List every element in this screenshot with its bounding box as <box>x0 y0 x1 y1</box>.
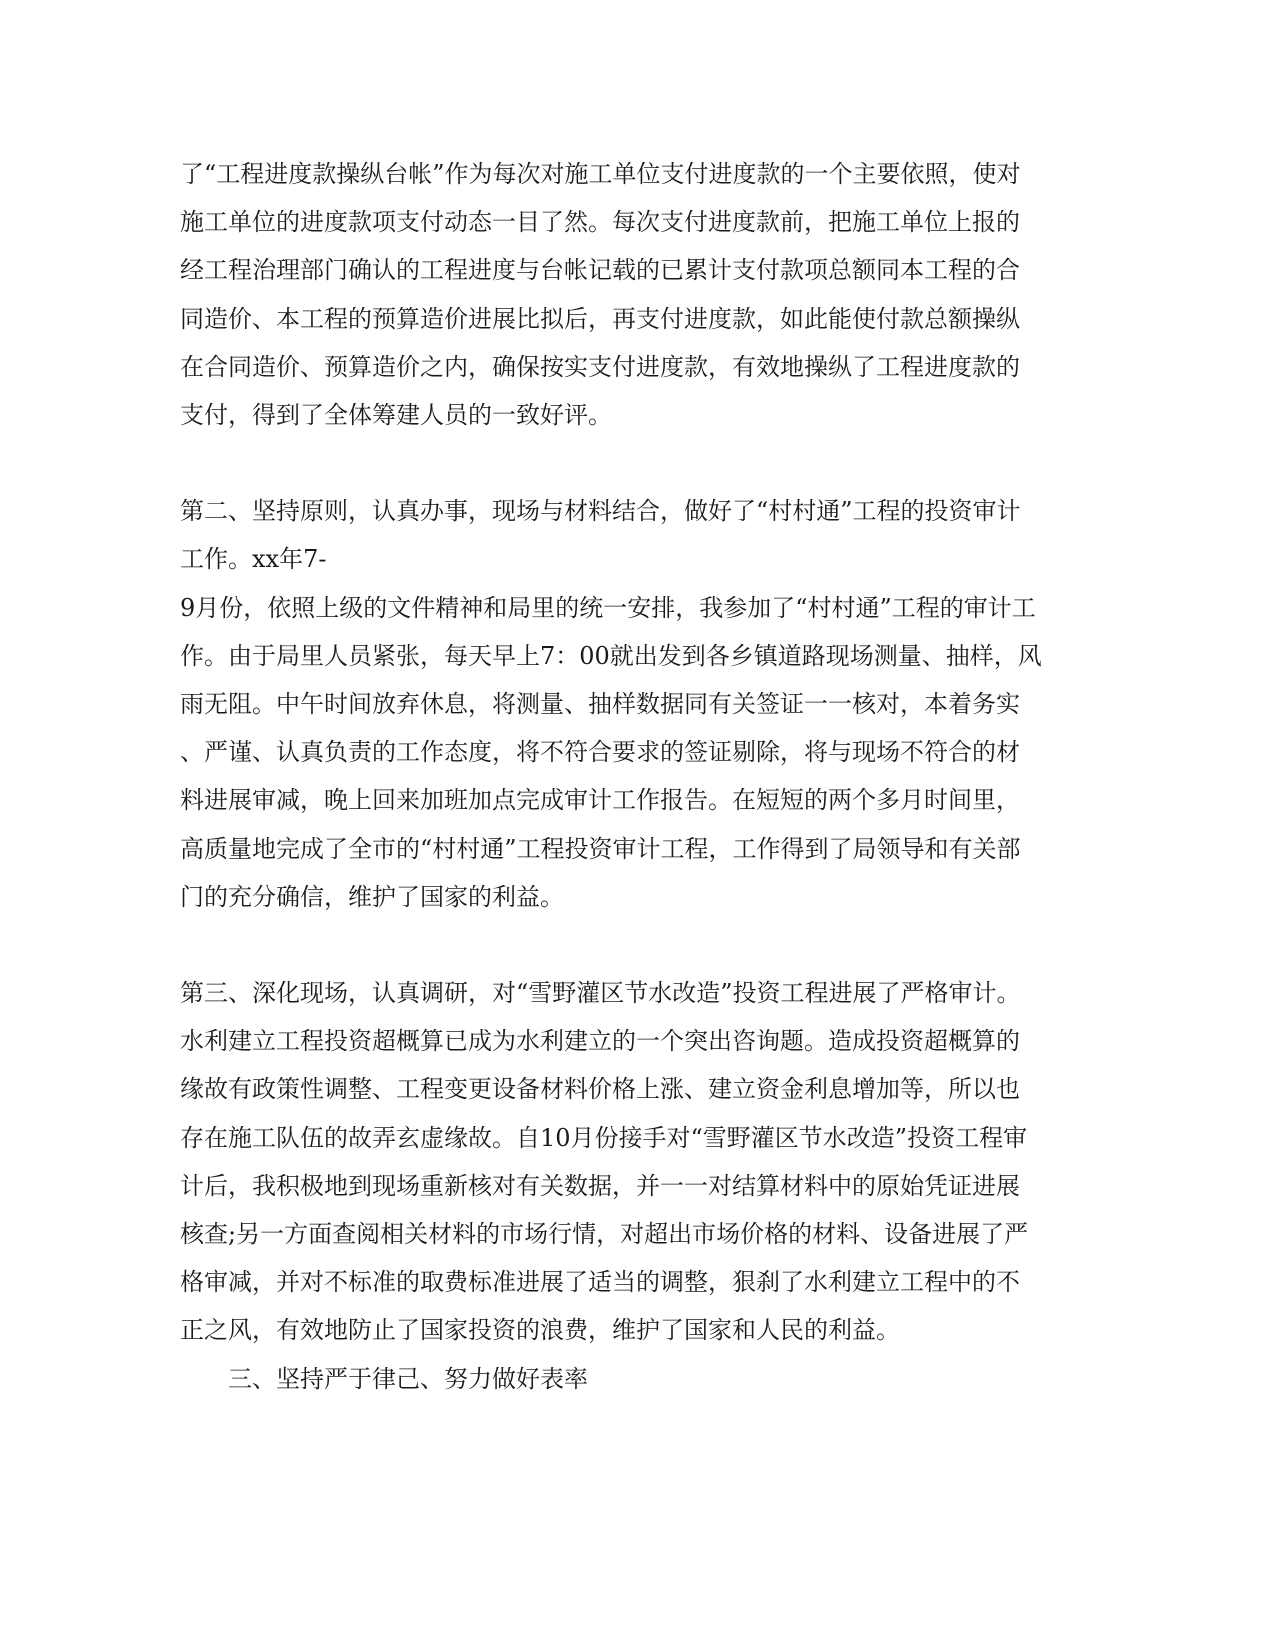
section-heading-self-discipline <box>180 1355 1030 1403</box>
text-line: 施工单位的进度款项支付动态一目了然。每次支付进度款前，把施工单位上报的 <box>180 208 1020 237</box>
text-line: 第三、深化现场，认真调研，对“雪野灌区节水改造”投资工程进展了严格审计。 <box>180 979 1021 1008</box>
text-line: 水利建立工程投资超概算已成为水利建立的一个突出咨询题。造成投资超概算的 <box>180 1027 1020 1056</box>
text-line: 同造价、本工程的预算造价进展比拟后，再支付进度款，如此能使付款总额操纵 <box>180 304 1020 333</box>
text-line: 核查;另一方面查阅相关材料的市场行情，对超出市场价格的材料、设备进展了严 <box>180 1220 1029 1249</box>
heading-text: 三、坚持严于律己、努力做好表率 <box>228 1364 588 1393</box>
paragraph-irrigation-audit <box>180 969 1030 1355</box>
text-line: 格审减，并对不标准的取费标准进展了适当的调整，狠刹了水利建立工程中的不 <box>180 1268 1020 1297</box>
paragraph-spacer <box>180 921 1030 969</box>
text-line: 在合同造价、预算造价之内，确保按实支付进度款，有效地操纵了工程进度款的 <box>180 352 1020 381</box>
text-line: 高质量地完成了全市的“村村通”工程投资审计工程，工作得到了局领导和有关部 <box>180 834 1021 863</box>
text-line: 工作。xx年7- <box>180 545 327 574</box>
text-line: 经工程治理部门确认的工程进度与台帐记载的已累计支付款项总额同本工程的合 <box>180 256 1020 285</box>
text-line: 缘故有政策性调整、工程变更设备材料价格上涨、建立资金利息增加等，所以也 <box>180 1075 1020 1104</box>
text-line: 9月份，依照上级的文件精神和局里的统一安排，我参加了“村村通”工程的审计工 <box>180 593 1036 622</box>
text-line: 了“工程进度款操纵台帐”作为每次对施工单位支付进度款的一个主要依照，使对 <box>180 160 1021 188</box>
document-body <box>180 150 1042 1403</box>
text-line: 支付，得到了全体筹建人员的一致好评。 <box>180 401 612 430</box>
text-line: 料进展审减，晚上回来加班加点完成审计工作报告。在短短的两个多月时间里， <box>180 786 1020 815</box>
text-line: 、严谨、认真负责的工作态度，将不符合要求的签证剔除，将与现场不符合的材 <box>180 738 1020 767</box>
text-line: 计后，我积极地到现场重新核对有关数据，并一一对结算材料中的原始凭证进展 <box>180 1171 1020 1200</box>
paragraph-village-road-audit <box>180 487 1042 921</box>
text-line: 存在施工队伍的故弄玄虚缘故。自10月份接手对“雪野灌区节水改造”投资工程审 <box>180 1123 1028 1152</box>
text-line: 雨无阻。中午时间放弃休息，将测量、抽样数据同有关签证一一核对，本着务实 <box>180 690 1020 719</box>
text-line: 门的充分确信，维护了国家的利益。 <box>180 882 564 911</box>
text-line: 正之风，有效地防止了国家投资的浪费，维护了国家和人民的利益。 <box>180 1316 900 1345</box>
text-line: 作。由于局里人员紧张，每天早上7：00就出发到各乡镇道路现场测量、抽样，风 <box>180 641 1042 670</box>
paragraph-payment-ledger <box>180 150 1030 439</box>
paragraph-spacer <box>180 439 1030 487</box>
text-line: 第二、坚持原则，认真办事，现场与材料结合，做好了“村村通”工程的投资审计 <box>180 497 1021 526</box>
